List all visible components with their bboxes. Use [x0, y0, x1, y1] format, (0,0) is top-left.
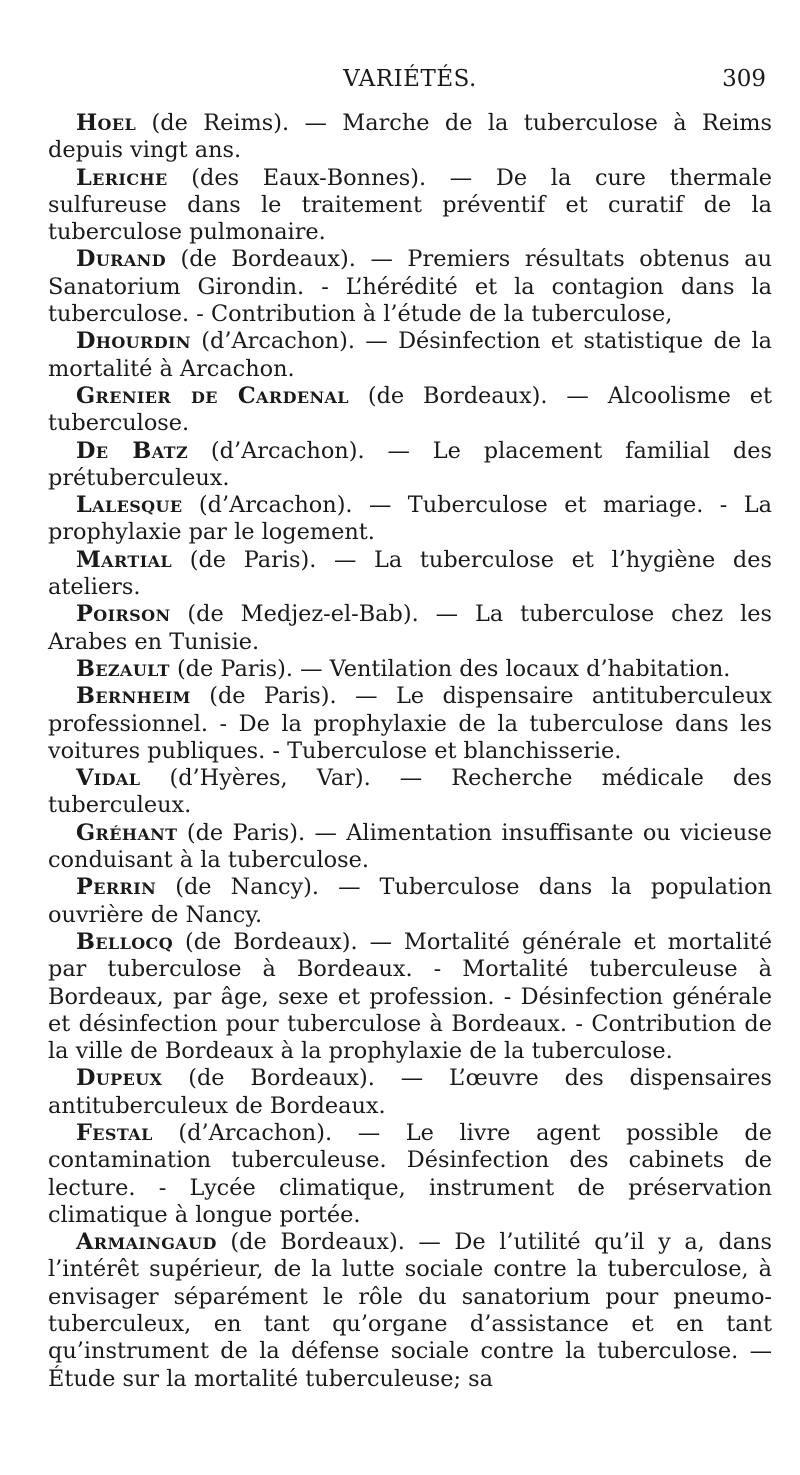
- author-name: Gréhant: [76, 819, 178, 846]
- author-name: Durand: [76, 246, 166, 273]
- author-name: Dupeux: [76, 1065, 163, 1092]
- bibliography-list: [48, 110, 772, 1393]
- author-name: Bezault: [76, 655, 170, 682]
- author-name: De Batz: [76, 437, 189, 464]
- bibliography-entry: [48, 328, 772, 383]
- bibliography-entry: [48, 820, 772, 875]
- bibliography-entry: [48, 547, 772, 602]
- author-name: Festal: [76, 1119, 153, 1146]
- author-name: Hoel: [76, 110, 137, 136]
- page-header: [48, 50, 772, 110]
- author-name: Lalesque: [76, 492, 183, 519]
- entry-text: (de Paris). — Le dispensaire antituberculeux professionnel. - De la prophylaxie de la tuberculose dans les voitures publiques. - Tuberculose et blanchisserie.: [48, 683, 772, 764]
- entry-text: (de Bordeaux). — L’œuvre des dispensaires antituberculeux de Bordeaux.: [48, 1065, 772, 1119]
- bibliography-entry: [48, 601, 772, 656]
- author-name: Armaingaud: [76, 1229, 217, 1256]
- bibliography-entry: [48, 1065, 772, 1120]
- bibliography-entry: [48, 656, 772, 683]
- author-name: Poirson: [76, 601, 171, 628]
- entry-text: (de Reims). — Marche de la tuberculose à Reims depuis vingt ans.: [48, 110, 772, 164]
- author-name: Perrin: [76, 874, 157, 901]
- entry-text: (de Paris). — Alimentation insuffisante ou vicieuse conduisant à la tuberculose.: [48, 819, 772, 874]
- bibliography-entry: [48, 165, 772, 247]
- bibliography-entry: [48, 874, 772, 929]
- bibliography-entry: [48, 383, 772, 438]
- author-name: Bellocq: [76, 928, 174, 955]
- bibliography-entry: [48, 246, 772, 328]
- bibliography-entry: [48, 492, 772, 547]
- author-name: Dhourdin: [76, 328, 191, 355]
- author-name: Grenier de Cardenal: [76, 382, 349, 409]
- entry-text: (de Medjez-el-Bab). — La tuberculose chez les Arabes en Tunisie.: [48, 601, 772, 655]
- bibliography-entry: [48, 438, 772, 493]
- bibliography-entry: [48, 765, 772, 820]
- entry-text: (de Bordeaux). — Alcoolisme et tuberculose.: [48, 382, 772, 437]
- entry-text: (d’Arcachon). — Le placement familial des prétuberculeux.: [48, 437, 772, 491]
- entry-text: (d’Arcachon). — Désinfection et statistique de la mortalité à Arcachon.: [48, 328, 772, 382]
- entry-text: (de Paris). — Ventilation des locaux d’habitation.: [169, 655, 731, 682]
- entry-text: (d’Arcachon). — Tuberculose et mariage. - La prophylaxie par le logement.: [48, 492, 772, 546]
- author-name: Bernheim: [76, 683, 191, 710]
- entry-text: (des Eaux-Bonnes). — De la cure thermale sulfureuse dans le traitement préventif et curatif de la tuberculose pulmonaire.: [48, 164, 772, 246]
- author-name: Vidal: [76, 765, 141, 792]
- entry-text: (de Bordeaux). — De l’utilité qu’il y a, dans l’intérêt supérieur, de la lutte sociale contre la tuberculose, à envisager séparément le rôle du sanatorium pour pneumo-tuberculeux, en tant qu’organe d’assistance et en tant qu’instrument de la défense sociale contre la tuberculose. — Étude sur la mortalité tuberculeuse; sa: [48, 1229, 772, 1392]
- bibliography-entry: [48, 1229, 772, 1393]
- entry-text: (d’Hyères, Var). — Recherche médicale des tuberculeux.: [48, 765, 772, 819]
- bibliography-entry: [48, 1120, 772, 1229]
- entry-text: (de Bordeaux). — Mortalité générale et mortalité par tuberculose à Bordeaux. - Mortalité tuberculeuse à Bordeaux, par âge, sexe et profession. - Désinfection générale et désinfection pour tuberculose à Bordeaux. - Contribution de la ville de Bordeaux à la prophylaxie de la tuberculose.: [48, 928, 772, 1065]
- entry-text: (de Paris). — La tuberculose et l’hygiène des ateliers.: [48, 546, 772, 601]
- bibliography-entry: [48, 110, 772, 165]
- entry-text: (de Nancy). — Tuberculose dans la population ouvrière de Nancy.: [48, 874, 772, 928]
- bibliography-entry: [48, 683, 772, 765]
- page-number: 309: [722, 66, 766, 92]
- running-title: VARIÉTÉS.: [343, 66, 477, 92]
- author-name: Leriche: [76, 164, 168, 191]
- entry-text: (de Bordeaux). — Premiers résultats obtenus au Sanatorium Girondin. - L’hérédité et la contagion dans la tuberculose. - Contribution à l’étude de la tuberculose,: [48, 246, 772, 328]
- author-name: Martial: [76, 546, 173, 573]
- bibliography-entry: [48, 929, 772, 1065]
- entry-text: (d’Arcachon). — Le livre agent possible de contamination tuberculeuse. Désinfection des cabinets de lecture. - Lycée climatique, instrument de préservation climatique à longue portée.: [48, 1119, 772, 1228]
